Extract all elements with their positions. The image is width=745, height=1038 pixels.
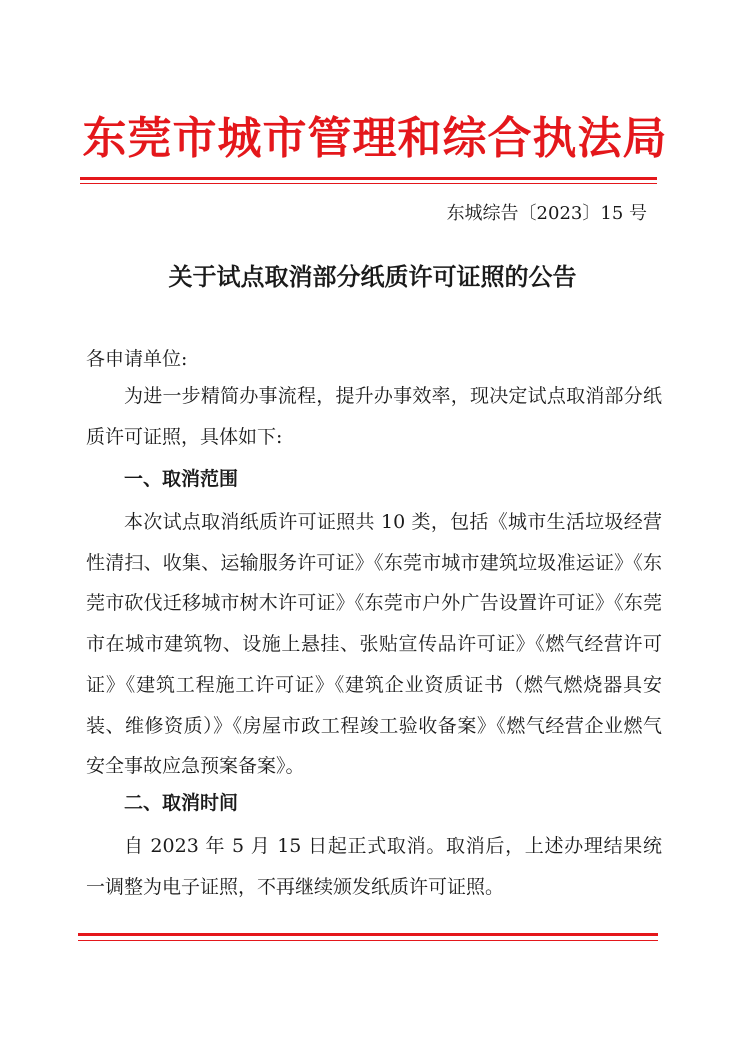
document-number: 东城综告〔2023〕15 号 xyxy=(446,203,647,224)
issuing-authority-title: 东莞市城市管理和综合执法局 xyxy=(82,113,668,164)
salutation: 各申请单位: xyxy=(86,348,188,370)
header-red-rule-thick xyxy=(80,177,657,180)
document-title: 关于试点取消部分纸质许可证照的公告 xyxy=(168,262,577,291)
section-heading-time: 二、取消时间 xyxy=(124,792,239,814)
footer-red-rule-thick xyxy=(78,933,658,936)
section-heading-scope: 一、取消范围 xyxy=(124,468,239,490)
header-red-rule-thin xyxy=(80,183,657,184)
section-body-time: 自 2023 年 5 月 15 日起正式取消。取消后，上述办理结果统一调整为电子证照，不再继续颁发纸质许可证照。 xyxy=(86,835,662,898)
footer-red-rule-thin xyxy=(78,940,658,941)
intro-paragraph: 为进一步精简办事流程，提升办事效率，现决定试点取消部分纸质许可证照，具体如下: xyxy=(86,385,662,448)
section-body-scope: 本次试点取消纸质许可证照共 10 类，包括《城市生活垃圾经营性清扫、收集、运输服务许可证》《东莞市城市建筑垃圾准运证》《东莞市砍伐迁移城市树木许可证》《东莞市户外广告设置许可证》《东莞市在城市建筑物、设施上悬挂、张贴宣传品许可证》《燃气经营许可证》《建筑工程施工许可证》《建筑企业资质证书（燃气燃烧器具安装、维修资质）》《房屋市政工程竣工验收备案》《燃气经营企业燃气安全事故应急预案备案》。 xyxy=(86,511,662,778)
